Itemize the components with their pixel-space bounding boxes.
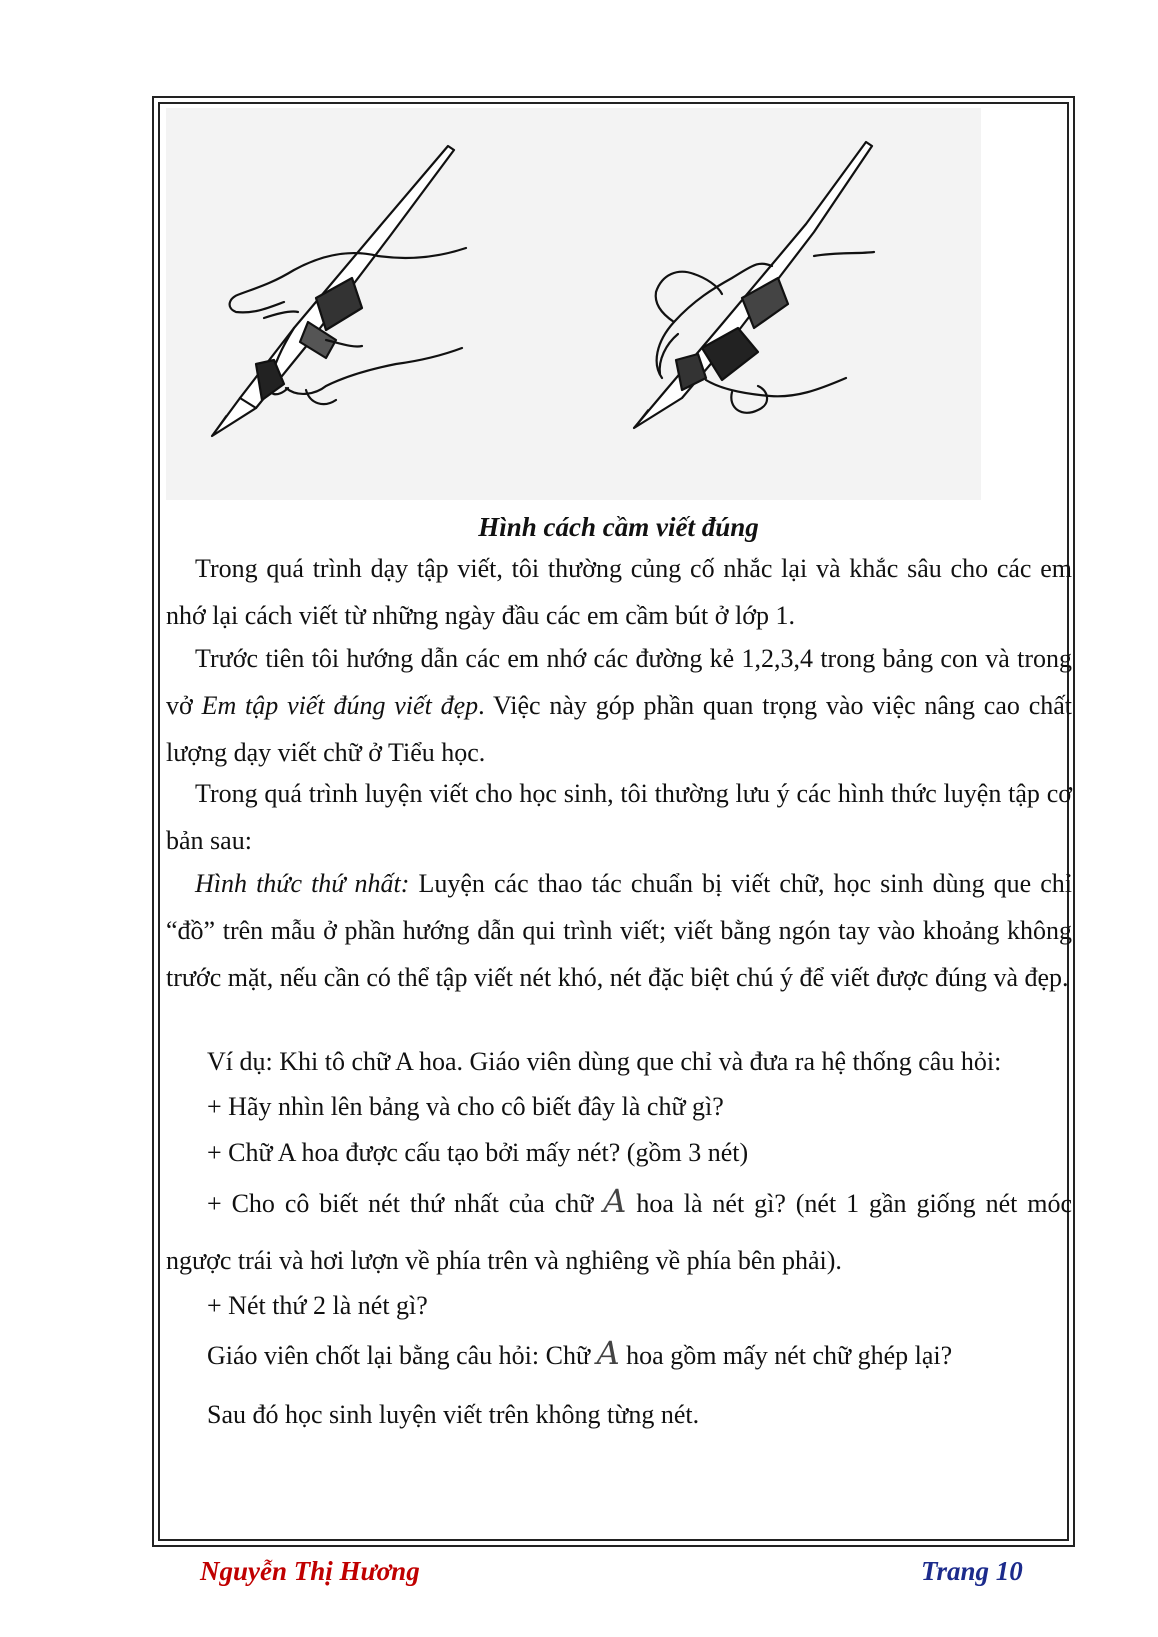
paragraph-1-text: Trong quá trình dạy tập viết, tôi thường củng cố nhắc lại và khắc sâu cho các em nhớ lại cách viết từ những ngày đầu các em cầm bút ở lớp 1. bbox=[166, 554, 1072, 630]
paragraph-2 bbox=[166, 635, 1072, 776]
paragraph-2-text-a: Trước tiên tôi hướng dẫn các em nhớ các đường kẻ 1,2,3,4 trong bảng con và trong vở bbox=[166, 644, 1072, 720]
final-line: Sau đó học sinh luyện viết trên không từng nét. bbox=[207, 1400, 700, 1429]
paragraph-3-text: Trong quá trình luyện viết cho học sinh, tôi thường lưu ý các hình thức luyện tập cơ bản sau: bbox=[166, 779, 1072, 855]
example-line: Ví dụ: Khi tô chữ A hoa. Giáo viên dùng que chỉ và đưa ra hệ thống câu hỏi: bbox=[207, 1047, 1002, 1076]
summary-text-b: hoa gồm mấy nét chữ ghép lại? bbox=[626, 1341, 953, 1370]
paragraph-3 bbox=[166, 770, 1072, 864]
summary-line bbox=[207, 1334, 952, 1372]
left-hand-drawing bbox=[212, 146, 466, 436]
paragraph-1 bbox=[166, 545, 1072, 639]
paragraph-4 bbox=[166, 860, 1072, 1001]
summary-text-a: Giáo viên chốt lại bằng câu hỏi: Chữ bbox=[207, 1341, 591, 1370]
question-3-text-b: hoa là nét gì? (nét 1 gần giống nét móc bbox=[636, 1189, 1073, 1218]
script-letter-a: A bbox=[603, 1182, 627, 1220]
question-1: + Hãy nhìn lên bảng và cho cô biết đây là chữ gì? bbox=[207, 1092, 724, 1121]
script-letter-a-2: A bbox=[596, 1334, 620, 1372]
question-3-continued: ngược trái và hơi lượn về phía trên và nghiêng về phía bên phải). bbox=[166, 1246, 842, 1275]
right-hand-drawing bbox=[634, 142, 874, 428]
paragraph-4-text: Luyện các thao tác chuẩn bị viết chữ, học sinh dùng que chỉ “đồ” trên mẫu ở phần hướng dẫn qui trình viết; viết bằng ngón tay vào khoảng không trước mặt, nếu cần có thể tập viết nét khó, nét đặc biệt chú ý để viết được đúng và đẹp. bbox=[166, 869, 1073, 992]
question-3 bbox=[207, 1182, 1072, 1220]
footer-author: Nguyễn Thị Hương bbox=[200, 1556, 420, 1586]
figure-caption: Hình cách cầm viết đúng bbox=[478, 512, 759, 542]
question-4: + Nét thứ 2 là nét gì? bbox=[207, 1291, 428, 1320]
footer-page-number: Trang 10 bbox=[921, 1556, 1023, 1586]
paragraph-2-book-title: Em tập viết đúng viết đẹp bbox=[201, 691, 479, 720]
question-3-text-a: + Cho cô biết nét thứ nhất của chữ bbox=[207, 1189, 594, 1218]
hand-holding-pen-illustration bbox=[166, 108, 981, 500]
paragraph-2-text-b: . Việc này góp phần quan trọng vào việc nâng cao chất lượng dạy viết chữ ở Tiểu học. bbox=[166, 691, 1072, 767]
question-2: + Chữ A hoa được cấu tạo bởi mấy nét? (gồm 3 nét) bbox=[207, 1138, 749, 1167]
paragraph-4-heading: Hình thức thứ nhất: bbox=[195, 869, 410, 898]
